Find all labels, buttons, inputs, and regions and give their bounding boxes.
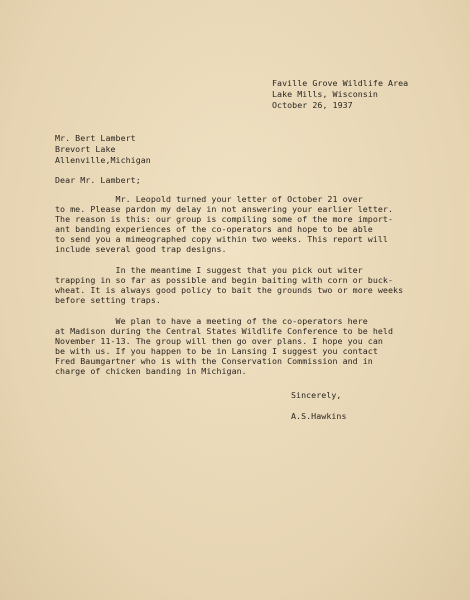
salutation: Dear Mr. Lambert;	[55, 175, 141, 185]
body-line: to me. Please pardon my delay in not answering your earlier letter.	[55, 204, 394, 214]
body-line: wheat. It is always good policy to bait the grounds two or more weeks	[55, 285, 404, 295]
body-line: at Madison during the Central States Wildlife Conference to be held	[55, 326, 394, 336]
letter-date: October 26, 1937	[272, 100, 353, 110]
inside-address-line: Brevort Lake	[55, 144, 116, 154]
body-line: We plan to have a meeting of the co-operators here	[55, 316, 368, 326]
body-line: charge of chicken banding in Michigan.	[55, 366, 247, 376]
body-line: be with us. If you happen to be in Lansing I suggest you contact	[55, 346, 378, 356]
body-line: trapping in so far as possible and begin baiting with corn or buck-	[55, 275, 394, 285]
body-line: before setting traps.	[55, 295, 161, 305]
body-line: The reason is this: our group is compiling some of the more import-	[55, 214, 394, 224]
body-line: to send you a mimeographed copy within two weeks. This report will	[55, 234, 388, 244]
body-line: Mr. Leopold turned your letter of October 21 over	[55, 194, 363, 204]
body-line: include several good trap designs.	[55, 244, 227, 254]
body-line: ant banding experiences of the co-operators and hope to be able	[55, 224, 373, 234]
body-line: In the meantime I suggest that you pick out witer	[55, 265, 363, 275]
closing: Sincerely,	[291, 390, 342, 400]
return-address-line: Faville Grove Wildlife Area	[272, 78, 409, 88]
signature: A.S.Hawkins	[291, 411, 347, 421]
body-line: Fred Baumgartner who is with the Conservation Commission and in	[55, 356, 373, 366]
inside-address-line: Mr. Bert Lambert	[55, 133, 136, 143]
body-line: November 11-13. The group will then go over plans. I hope you can	[55, 336, 383, 346]
return-address-line: Lake Mills, Wisconsin	[272, 89, 378, 99]
inside-address-line: Allenville,Michigan	[55, 155, 151, 165]
